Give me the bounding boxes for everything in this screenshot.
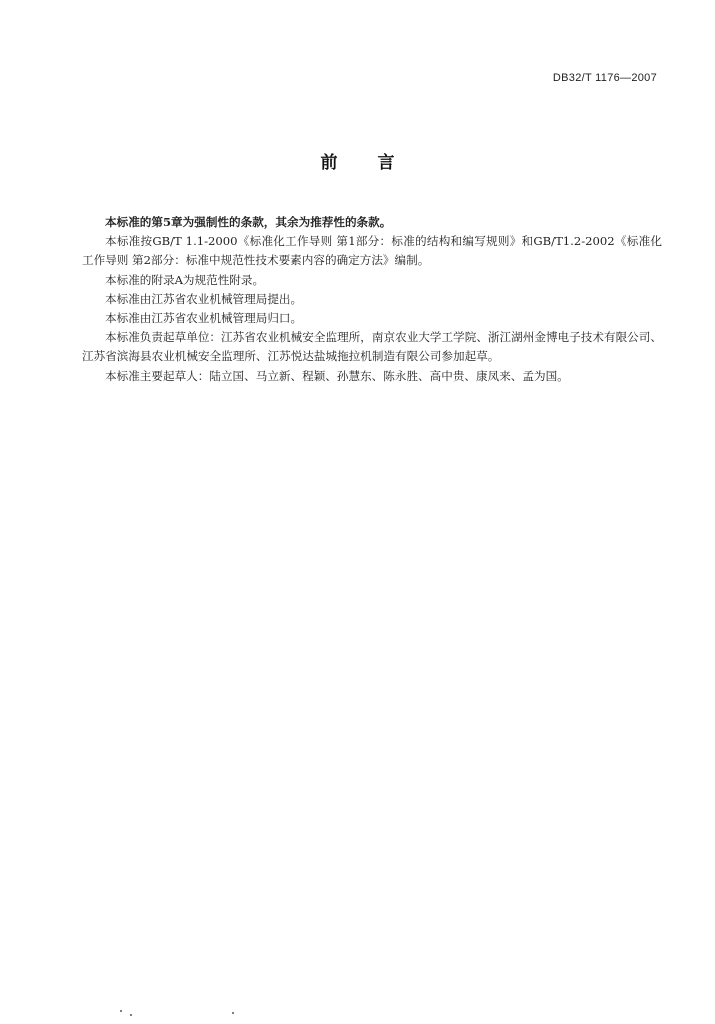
paragraph-drafting-basis: 本标准按GB/T 1.1-2000《标准化工作导则 第1部分：标准的结构和编写规则》和GB/T1.2-2002《标准化工作导则 第2部分：标准中规范性技术要素内容的确定方法》编制。 [82, 234, 662, 268]
document-code: DB32/T 1176—2007 [552, 72, 657, 84]
paragraph-drafters: 本标准主要起草人：陆立国、马立新、程颖、孙慧东、陈永胜、高中贵、康凤来、孟为国。 [105, 368, 569, 383]
foreword-body [82, 213, 662, 386]
page-title: 前言 [320, 153, 435, 173]
paragraph-proposed-by: 本标准由江苏省农业机械管理局提出。 [105, 291, 303, 306]
paragraph-mandatory-clauses: 本标准的第5章为强制性的条款，其余为推荐性的条款。 [105, 215, 392, 229]
paragraph-appendix: 本标准的附录A为规范性附录。 [105, 272, 265, 287]
scan-specks [120, 1010, 280, 1016]
paragraph-administered-by: 本标准由江苏省农业机械管理局归口。 [105, 311, 303, 326]
paragraph-drafting-units: 本标准负责起草单位：江苏省农业机械安全监理所，南京农业大学工学院、浙江湖州金博电子技术有限公司、江苏省滨海县农业机械安全监理所、江苏悦达盐城拖拉机制造有限公司参加起草。 [82, 330, 662, 364]
